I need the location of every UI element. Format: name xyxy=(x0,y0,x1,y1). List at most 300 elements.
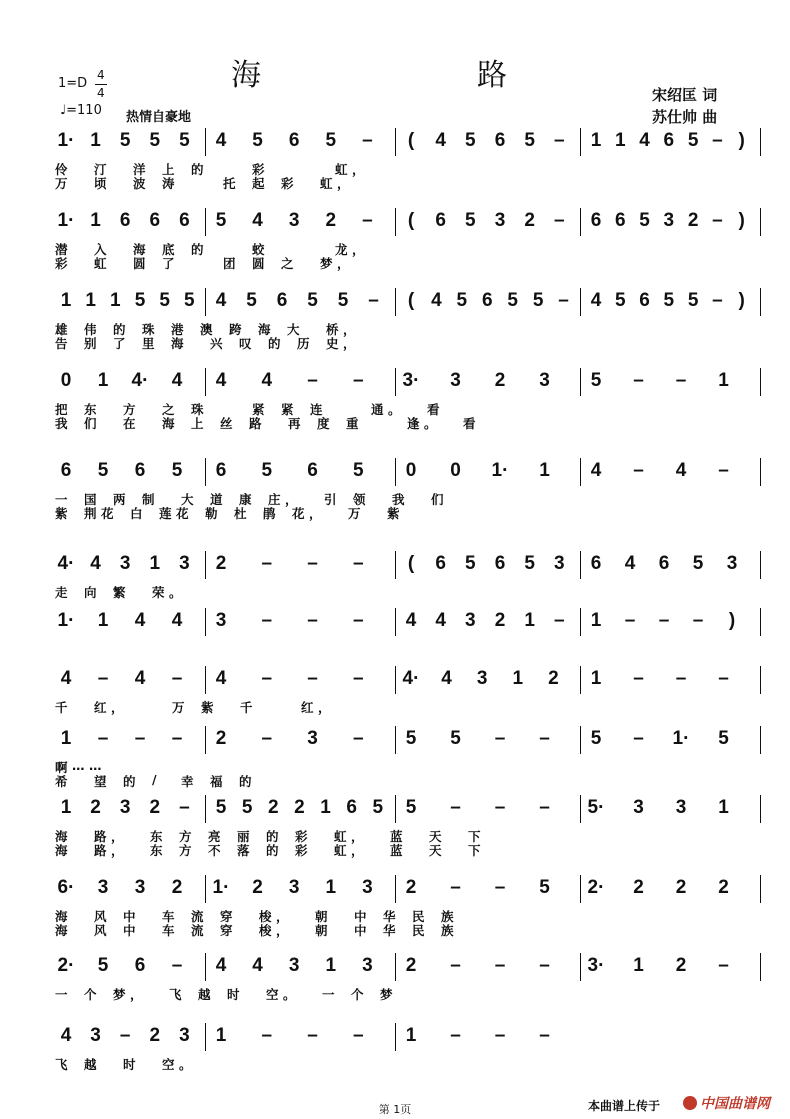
note: 2 xyxy=(524,210,535,231)
bar-line xyxy=(760,458,761,486)
note: 5 xyxy=(372,797,384,818)
lyric-char: 虹 xyxy=(334,843,347,858)
note: – xyxy=(539,728,550,749)
lyric-char: 红 xyxy=(94,700,107,715)
note: 6 xyxy=(494,553,506,574)
page-number: 第 1页 xyxy=(378,1103,412,1116)
bar-line xyxy=(580,208,581,236)
lyric-char: 彩 xyxy=(295,829,308,844)
lyric-char: 一 xyxy=(55,492,68,507)
note: 1 xyxy=(718,797,729,818)
lyric-char: 叹 xyxy=(239,336,252,351)
lyric-char: 龙 xyxy=(335,242,348,257)
note: 1 xyxy=(90,130,101,151)
bar-line xyxy=(580,368,581,396)
note: – xyxy=(494,1025,506,1046)
bar-line xyxy=(760,208,761,236)
note: 2 xyxy=(405,955,417,976)
lyric-char: 虹 xyxy=(94,256,107,271)
note: 3 xyxy=(465,610,476,631)
note: – xyxy=(675,370,687,391)
note: 4 xyxy=(435,610,446,631)
bar-line xyxy=(580,128,581,156)
lyric-char: 东 xyxy=(150,843,163,858)
lyric-char: 雄 xyxy=(55,322,68,337)
note: 1 xyxy=(90,210,101,231)
bar-line xyxy=(395,666,396,694)
note: ) xyxy=(738,210,745,231)
note: 3 xyxy=(362,955,373,976)
lyric-char: 朝 xyxy=(315,909,328,924)
notes-row xyxy=(55,610,775,636)
note: 2 xyxy=(267,797,279,818)
notes-row xyxy=(55,290,775,316)
note: 5 xyxy=(590,370,602,391)
lyric-char: 紫 xyxy=(387,506,400,521)
bar-line xyxy=(205,795,206,823)
lyric-char: 桥 xyxy=(326,322,339,337)
bar-line xyxy=(760,608,761,636)
note: 5 xyxy=(692,553,704,574)
lyric-char: 海 xyxy=(55,909,68,924)
bar-line xyxy=(580,953,581,981)
lyric-char: 虹 xyxy=(334,829,347,844)
lyric-char: 托 xyxy=(223,176,236,191)
note: 4 xyxy=(261,370,273,391)
lyric-char: 望 xyxy=(94,774,107,789)
lyric-char: 告 xyxy=(55,336,68,351)
note: 6 xyxy=(639,290,650,311)
note: 5 xyxy=(179,130,190,151)
lyric-char: 兴 xyxy=(210,336,223,351)
note: – xyxy=(352,1025,364,1046)
note: 6 xyxy=(134,955,146,976)
note: 3 xyxy=(119,553,131,574)
note: – xyxy=(675,668,687,689)
note: 5 xyxy=(215,210,227,231)
note: 2· xyxy=(57,955,75,976)
note: – xyxy=(554,610,565,631)
lyric-char: 梭 xyxy=(259,923,272,938)
bar-line xyxy=(205,368,206,396)
lyric-char: 之 xyxy=(281,256,294,271)
note: – xyxy=(97,668,109,689)
note: – xyxy=(718,668,729,689)
note: – xyxy=(450,877,461,898)
note: 2 xyxy=(687,210,699,231)
note: – xyxy=(539,797,550,818)
note: – xyxy=(261,1025,273,1046)
lyric-char: 通 xyxy=(371,402,384,417)
lyric-char: 大 xyxy=(287,322,300,337)
note: 4 xyxy=(590,290,602,311)
lyric-char: 我 xyxy=(392,492,405,507)
lyric-char: 把 xyxy=(55,402,68,417)
notes-row xyxy=(55,1025,775,1051)
note: 2 xyxy=(149,1025,161,1046)
note: – xyxy=(658,610,670,631)
lyric-char: 民 xyxy=(412,923,425,938)
lyric-char: 幸 xyxy=(181,774,194,789)
note: 6 xyxy=(590,553,602,574)
note: 4· xyxy=(402,668,420,689)
lyric-char: 风 xyxy=(94,923,107,938)
note: 6 xyxy=(119,210,131,231)
note: 3 xyxy=(476,668,488,689)
lyric-char: 我 xyxy=(55,416,68,431)
note: – xyxy=(352,728,364,749)
lyric-char: 看 xyxy=(463,416,476,431)
lyric-char: 海 xyxy=(55,843,68,858)
lyric-char: 史 xyxy=(326,336,339,351)
lyric-char: 大 xyxy=(181,492,194,507)
lyric-char: 花 xyxy=(101,506,114,521)
bar-line xyxy=(580,288,581,316)
lyric-char: 中 xyxy=(354,909,367,924)
note: 5 xyxy=(687,130,699,151)
note: ( xyxy=(407,210,415,231)
note: 1· xyxy=(212,877,230,898)
lyric-char: 白 xyxy=(130,506,143,521)
notes-row xyxy=(55,797,775,823)
lyric-char: 不 xyxy=(208,843,221,858)
note: 6 xyxy=(435,553,446,574)
note: 4 xyxy=(60,1025,72,1046)
note: – xyxy=(718,955,729,976)
lyric-char: 虹 xyxy=(320,176,333,191)
note: 1· xyxy=(57,610,75,631)
note: 4 xyxy=(431,290,442,311)
note: 4 xyxy=(134,668,146,689)
lyric-char: ， xyxy=(337,256,350,271)
lyric-char: 们 xyxy=(84,416,97,431)
note: 1 xyxy=(512,668,524,689)
note: 2 xyxy=(90,797,101,818)
lyric-char: 走 xyxy=(55,585,68,600)
lyric-char: 流 xyxy=(191,909,204,924)
note: 2 xyxy=(675,877,687,898)
lyric-char: 希 xyxy=(55,774,68,789)
note: 6 xyxy=(435,210,446,231)
lyric-char: 莲 xyxy=(159,506,172,521)
lyric-char: 落 xyxy=(237,843,250,858)
note: 2 xyxy=(675,955,687,976)
note: – xyxy=(539,955,550,976)
lyric-char: 路 xyxy=(249,416,262,431)
lyric-char: 彩 xyxy=(252,162,265,177)
lyric-char: 上 xyxy=(191,416,204,431)
note: 1· xyxy=(672,728,690,749)
lyric-char: 。 xyxy=(169,585,182,600)
note: 1 xyxy=(215,1025,227,1046)
lyric-char: 族 xyxy=(441,923,454,938)
bar-line xyxy=(205,288,206,316)
lyric-char: ， xyxy=(276,923,289,938)
time-signature-line xyxy=(95,84,107,85)
note: 1· xyxy=(491,460,509,481)
lyric-char: 向 xyxy=(84,585,97,600)
lyric-char: 洋 xyxy=(133,162,146,177)
note: 3· xyxy=(587,955,605,976)
lyric-char: ， xyxy=(352,242,365,257)
expression-marking: 热情自豪地 xyxy=(126,110,192,125)
note: – xyxy=(712,290,723,311)
note: 4 xyxy=(215,955,227,976)
note: – xyxy=(171,955,183,976)
lyric-char: 圆 xyxy=(133,256,146,271)
lyric-char: 东 xyxy=(150,829,163,844)
bar-line xyxy=(395,128,396,156)
note: 3 xyxy=(362,877,373,898)
lyric-char: 万 xyxy=(55,176,68,191)
lyric-char: 梦 xyxy=(113,987,126,1002)
note: 6 xyxy=(481,290,493,311)
bar-line xyxy=(580,875,581,903)
note: 3 xyxy=(119,797,131,818)
note: – xyxy=(362,210,373,231)
lyric-char: 千 xyxy=(55,700,68,715)
note: ) xyxy=(738,290,745,311)
lyric-char: 穿 xyxy=(220,909,233,924)
lyric-char: 海 xyxy=(258,322,271,337)
note: 5 xyxy=(687,290,699,311)
note: 1 xyxy=(60,290,72,311)
note: – xyxy=(261,610,273,631)
lyric-char: 飞 xyxy=(169,987,182,1002)
note: 2 xyxy=(149,797,161,818)
note: 5 xyxy=(337,290,349,311)
bar-line xyxy=(395,208,396,236)
note: – xyxy=(352,370,364,391)
note: 2 xyxy=(494,370,506,391)
lyric-char: 啊 xyxy=(55,760,68,775)
note: 4 xyxy=(590,460,602,481)
lyric-char: 连 xyxy=(310,402,323,417)
note: 1 xyxy=(149,553,161,574)
note: 3 xyxy=(288,877,300,898)
page-title: 海 路 xyxy=(231,58,559,93)
bar-line xyxy=(395,726,396,754)
note: 3 xyxy=(179,1025,190,1046)
lyric-char: 汀 xyxy=(94,162,107,177)
bar-line xyxy=(395,953,396,981)
note: 5 xyxy=(450,728,461,749)
lyric-char: 的 xyxy=(123,774,136,789)
lyric-char: 族 xyxy=(441,909,454,924)
lyric-char: 朝 xyxy=(315,923,328,938)
lyric-char: 澳 xyxy=(200,322,213,337)
bar-line xyxy=(395,288,396,316)
note: 4 xyxy=(405,610,417,631)
notes-row xyxy=(55,877,775,903)
note: – xyxy=(624,610,636,631)
note: 6· xyxy=(57,877,75,898)
notes-row xyxy=(55,210,775,236)
note: 4 xyxy=(435,130,446,151)
note: 1 xyxy=(97,610,109,631)
notes-row xyxy=(55,728,775,754)
note: – xyxy=(307,553,318,574)
note: – xyxy=(97,728,109,749)
lyric-char: 度 xyxy=(317,416,330,431)
note: 4 xyxy=(675,460,687,481)
bar-line xyxy=(395,551,396,579)
note: 2 xyxy=(325,210,337,231)
lyric-char: 跨 xyxy=(229,322,242,337)
lyric-char: 了 xyxy=(113,336,126,351)
note: 5 xyxy=(405,728,417,749)
lyric-char: 彩 xyxy=(55,256,68,271)
lyric-char: 万 xyxy=(172,700,185,715)
bar-line xyxy=(760,551,761,579)
lyric-char: ， xyxy=(352,162,365,177)
lyric-char: 杜 xyxy=(234,506,247,521)
note: – xyxy=(307,370,318,391)
lyric-char: 伶 xyxy=(55,162,68,177)
notes-row xyxy=(55,460,775,486)
lyric-char: 东 xyxy=(84,402,97,417)
note: 5 xyxy=(159,290,170,311)
note: 1· xyxy=(57,130,75,151)
note: – xyxy=(633,460,644,481)
note: 3 xyxy=(494,210,506,231)
lyric-char: 越 xyxy=(84,1057,97,1072)
bar-line xyxy=(580,726,581,754)
lyric-char: 越 xyxy=(198,987,211,1002)
lyric-char: / xyxy=(152,772,157,787)
lyric-char: 荣 xyxy=(152,585,165,600)
lyric-char: 引 xyxy=(324,492,337,507)
lyric-char: 。 xyxy=(283,987,296,1002)
lyric-char: 下 xyxy=(468,843,481,858)
note: 1 xyxy=(325,877,337,898)
lyric-char: 梦 xyxy=(320,256,333,271)
time-signature-top: 4 xyxy=(97,68,105,82)
note: 4 xyxy=(215,668,227,689)
key-signature: 1=D xyxy=(58,76,88,91)
note: – xyxy=(494,728,506,749)
lyric-char: 涛 xyxy=(162,176,175,191)
note: 5 xyxy=(639,210,650,231)
bar-line xyxy=(760,288,761,316)
lyric-char: 路 xyxy=(94,829,107,844)
lyric-char: 伟 xyxy=(84,322,97,337)
lyric-char: 海 xyxy=(55,923,68,938)
note: – xyxy=(633,370,644,391)
note: – xyxy=(352,668,364,689)
lyric-char: 千 xyxy=(240,700,253,715)
lyric-char: 风 xyxy=(94,909,107,924)
note: 4 xyxy=(624,553,636,574)
note: 5 xyxy=(171,460,183,481)
note: 4 xyxy=(171,370,183,391)
lyric-char: 看 xyxy=(427,402,440,417)
note: 6 xyxy=(307,460,318,481)
lyric-char: 中 xyxy=(123,909,136,924)
note: 1 xyxy=(590,610,602,631)
note: 5 xyxy=(539,877,550,898)
lyric-char: 鹃 xyxy=(263,506,276,521)
note: 3 xyxy=(450,370,461,391)
note: 5 xyxy=(307,290,318,311)
note: 0 xyxy=(405,460,417,481)
note: ) xyxy=(738,130,745,151)
bar-line xyxy=(760,953,761,981)
note: – xyxy=(171,668,183,689)
lyric-char: 车 xyxy=(162,909,175,924)
note: 5 xyxy=(97,955,109,976)
note: 3 xyxy=(726,553,738,574)
note: 2 xyxy=(215,728,227,749)
note: – xyxy=(261,553,273,574)
lyric-char: ， xyxy=(351,829,364,844)
lyric-char: 空 xyxy=(162,1057,175,1072)
note: 6 xyxy=(494,130,506,151)
lyric-char: 领 xyxy=(353,492,366,507)
lyric-char: 的 xyxy=(266,843,279,858)
note: 4 xyxy=(639,130,650,151)
bar-line xyxy=(580,795,581,823)
note: 4 xyxy=(441,668,452,689)
lyric-char: 潜 xyxy=(55,242,68,257)
note: – xyxy=(450,955,461,976)
note: 1 xyxy=(718,370,729,391)
lyric-char: 里 xyxy=(142,336,155,351)
lyric-char: 路 xyxy=(94,843,107,858)
lyric-char: 个 xyxy=(351,987,364,1002)
lyric-char: 团 xyxy=(223,256,236,271)
lyric-char: 的 xyxy=(113,322,126,337)
lyric-char: 圆 xyxy=(252,256,265,271)
lyric-char: 飞 xyxy=(55,1057,68,1072)
lyric-char: 之 xyxy=(162,402,175,417)
note: 1 xyxy=(97,370,109,391)
logo-icon xyxy=(683,1096,697,1110)
note: 1 xyxy=(539,460,550,481)
lyric-char: ， xyxy=(111,700,124,715)
lyric-char: 蛟 xyxy=(252,242,265,257)
site-logo xyxy=(683,1093,770,1113)
bar-line xyxy=(395,795,396,823)
lyric-char: 万 xyxy=(348,506,361,521)
note: – xyxy=(261,668,273,689)
note: 3 xyxy=(539,370,550,391)
note: ( xyxy=(407,130,415,151)
lyric-char: 上 xyxy=(162,162,175,177)
lyric-char: 港 xyxy=(171,322,184,337)
upload-note: 本曲谱上传于 xyxy=(587,1099,660,1113)
note: – xyxy=(352,553,364,574)
lyric-char: 紧 xyxy=(281,402,294,417)
note: – xyxy=(362,130,373,151)
note: 3 xyxy=(90,1025,101,1046)
bar-line xyxy=(205,666,206,694)
note: 6 xyxy=(590,210,602,231)
lyric-char: … xyxy=(72,758,85,773)
lyric-char: 红 xyxy=(301,700,314,715)
note: 5 xyxy=(119,130,131,151)
bar-line xyxy=(205,458,206,486)
bar-line xyxy=(760,128,761,156)
note: 5 xyxy=(465,210,476,231)
tempo-marking: ♩=110 xyxy=(60,103,102,118)
note: 6 xyxy=(60,460,72,481)
bar-line xyxy=(760,875,761,903)
note: 1· xyxy=(57,210,75,231)
lyric-char: 蓝 xyxy=(390,829,403,844)
note: 2 xyxy=(548,668,559,689)
lyric-char: 在 xyxy=(123,416,136,431)
